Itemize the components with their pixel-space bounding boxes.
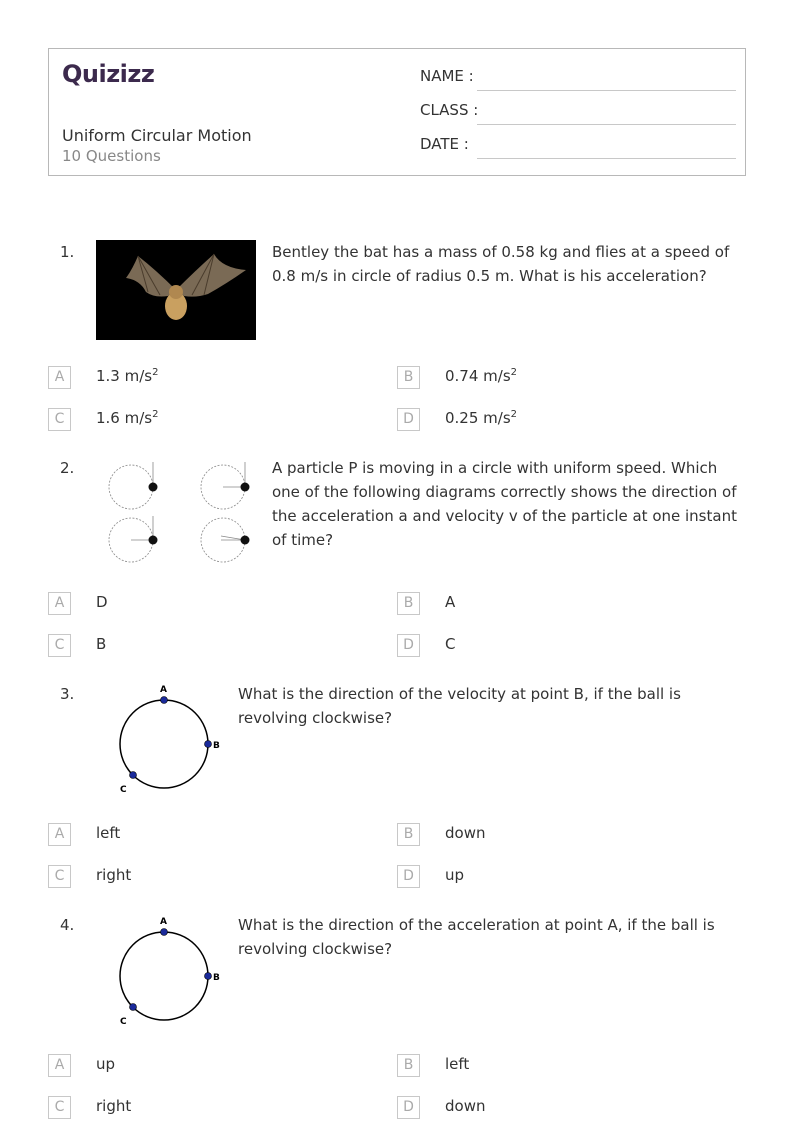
question-number: 1. (60, 243, 75, 261)
option-d-text: 0.25 $m/s^2$ (445, 409, 518, 427)
question-text: Bentley the bat has a mass of 0.58 kg and flies at a speed of 0.8 m/s in circle of radius 0.5 m. What is his acceleration? (272, 243, 730, 285)
option-b-text: A (445, 593, 456, 611)
option-d-box[interactable]: D (397, 865, 420, 888)
worksheet-header (48, 48, 746, 176)
option-d-box[interactable]: D (397, 1096, 420, 1119)
option-b-box[interactable]: B (397, 1054, 420, 1077)
name-line (477, 90, 736, 91)
option-d-box[interactable]: D (397, 408, 420, 431)
circle-points-diagram (112, 680, 224, 798)
class-line (477, 124, 736, 125)
circle-points-diagram (112, 912, 224, 1030)
question-number: 3. (60, 685, 75, 703)
name-field[interactable] (420, 67, 736, 91)
four-circle-diagrams (96, 456, 261, 568)
date-line (477, 158, 736, 159)
quizizz-logo: Quizizz (62, 60, 155, 88)
option-b-text: down (445, 824, 486, 842)
date-field[interactable] (420, 135, 736, 159)
option-c-text: right (96, 1097, 132, 1115)
question-text: What is the direction of the acceleration at point A, if the ball is revolving clockwise? (238, 916, 715, 958)
option-c-box[interactable]: C (48, 865, 71, 888)
diagram-label-a: A (160, 917, 167, 927)
option-d-text: C (445, 635, 456, 653)
option-b-box[interactable]: B (397, 823, 420, 846)
question-text: A particle P is moving in a circle with uniform speed. Which one of the following diagrams correctly shows the direction of the acceleration a and velocity v of the particle at one instant of time? (272, 459, 737, 549)
question-number: 4. (60, 916, 75, 934)
option-d-text: up (445, 866, 465, 884)
name-label: NAME : (420, 67, 474, 85)
option-c-text: B (96, 635, 107, 653)
option-d-text: down (445, 1097, 486, 1115)
option-c-box[interactable]: C (48, 1096, 71, 1119)
option-a-box[interactable]: A (48, 592, 71, 615)
option-c-text: right (96, 866, 132, 884)
bat-photo (96, 240, 256, 340)
diagram-label-a: A (160, 685, 167, 695)
question-count: 10 Questions (62, 147, 161, 165)
option-c-box[interactable]: C (48, 408, 71, 431)
class-field[interactable] (420, 101, 736, 125)
class-label: CLASS : (420, 101, 479, 119)
option-a-box[interactable]: A (48, 823, 71, 846)
diagram-label-b: B (213, 973, 220, 983)
diagram-label-c: C (120, 1017, 127, 1027)
date-label: DATE : (420, 135, 469, 153)
option-b-box[interactable]: B (397, 366, 420, 389)
worksheet-title: Uniform Circular Motion (62, 126, 252, 145)
diagram-label-b: B (213, 741, 220, 751)
option-b-text: left (445, 1055, 470, 1073)
option-a-text: left (96, 824, 121, 842)
option-a-box[interactable]: A (48, 1054, 71, 1077)
option-a-text: up (96, 1055, 116, 1073)
option-b-box[interactable]: B (397, 592, 420, 615)
option-a-text: 1.3 $m/s^2$ (96, 367, 159, 385)
question-text: What is the direction of the velocity at point B, if the ball is revolving clockwise? (238, 685, 681, 727)
option-a-text: D (96, 593, 108, 611)
option-c-box[interactable]: C (48, 634, 71, 657)
diagram-label-c: C (120, 785, 127, 795)
option-c-text: 1.6 $m/s^2$ (96, 409, 159, 427)
question-number: 2. (60, 459, 75, 477)
option-a-box[interactable]: A (48, 366, 71, 389)
option-d-box[interactable]: D (397, 634, 420, 657)
option-b-text: 0.74 $m/s^2$ (445, 367, 518, 385)
